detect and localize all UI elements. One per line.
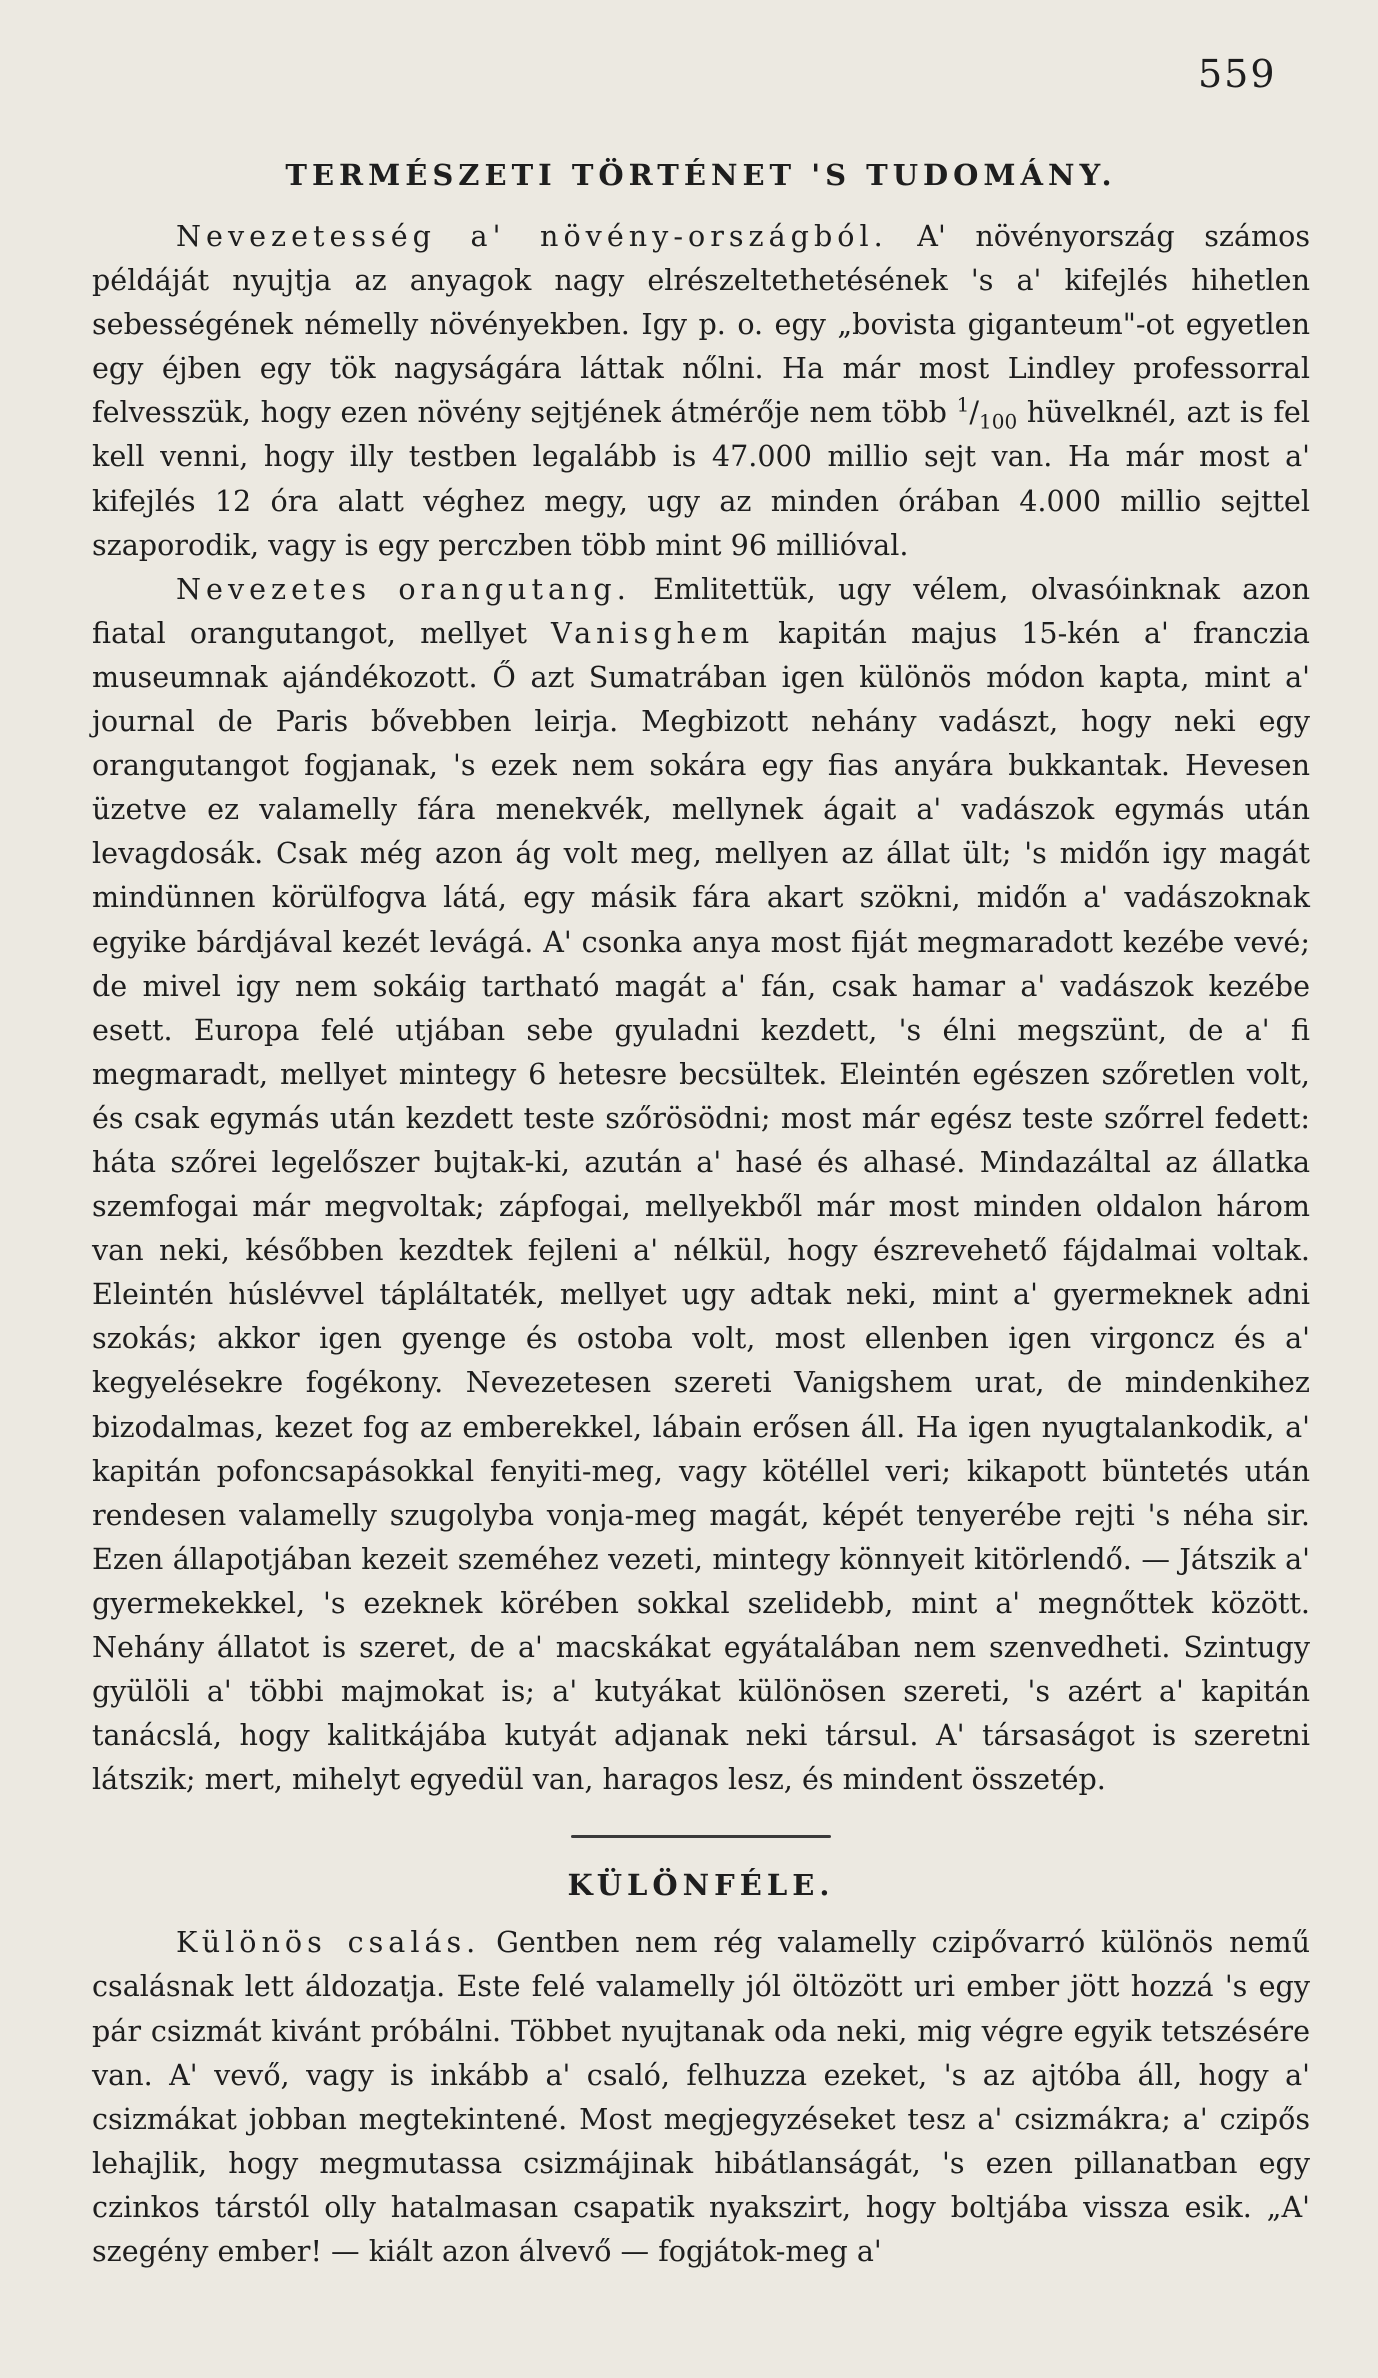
- paragraph-text: Gentben nem rég valamelly czipővarró különös nemű csalásnak lett áldozatja. Este felé valamelly jól öltözött uri ember jött hozzá 's egy pár csizmát kivánt próbálni. Többet nyujtanak oda neki, mig végre egyik tetszésére van. A' vevő, vagy is inkább a' csaló, felhuzza ezeket, 's az ajtóba áll, hogy a' csizmákat jobban megtekintené. Most megjegyzéseket tesz a' csizmákra; a' czipős lehajlik, hogy megmutassa csizmájinak hibátlanságát, 's ezen pillanatban egy czinkos társtól olly hatalmasan csapatik nyakszirt, hogy boltjába vissza esik. „A' szegény ember! — kiált azon álvevő — fogjátok-meg a': [92, 1925, 1310, 2269]
- captain-name: Vanisghem: [551, 615, 755, 650]
- paragraph-lead: Nevezetesség a' növény-országból.: [176, 219, 888, 253]
- fraction-denominator: 100: [979, 410, 1018, 435]
- page-number: 559: [1198, 52, 1277, 96]
- fraction-numerator: 1: [956, 392, 970, 417]
- paragraph-text: A' növényország számos példáját nyujtja az anyagok nagy elrészeltethetésének 's a' kifejlés hihetlen sebességének némelly növényekben. Igy p. o. egy „bovista giganteum"-ot egyetlen egy éjben egy tök nagyságára láttak nőlni. Ha már most Lindley professorral felvesszük, hogy ezen növény sejtjének átmérője nem több: [92, 219, 1310, 430]
- section-divider: [571, 1835, 831, 1838]
- paragraph-text: Emlitettük, ugy vélem, olvasóinknak azon fiatal orangutangot, mellyet: [92, 571, 1311, 650]
- paragraph-lead: Nevezetes orangutang.: [176, 571, 631, 606]
- paragraph-text: kapitán majus 15-kén a' franczia museumnak ajándékozott. Ő azt Sumatrában igen különös módon kapta, mint a' journal de Paris bővebben leirja. Megbizott nehány vadászt, hogy neki egy orangutangot fogjanak, 's ezek nem sokára egy fias anyára bukkantak. Hevesen üzetve ez valamelly fára menekvék, mellynek ágait a' vadászok egymás után levagdosák. Csak még azon ág volt meg, mellyen az állat ült; 's midőn igy magát mindünnen körülfogva látá, egy másik fára akart szökni, midőn a' vadászoknak egyike bárdjával kezét levágá. A' csonka anya most fiját megmaradott kezébe vevé; de mivel igy nem sokáig tartható magát a' fán, csak hamar a' vadászok kezébe esett. Europa felé utjában sebe gyuladni kezdett, 's élni megszünt, de a' fi megmaradt, mellyet mintegy 6 hetesre becsültek. Eleintén egészen szőretlen volt, és csak egymás után kezdett teste szőrösödni; most már egész teste szőrrel fedett: háta szőrei legelőszer bujtak-ki, azután a' hasé és alhasé. Mindazáltal az állatka szemfogai már megvoltak; zápfogai, mellyekből már most minden oldalon három van neki, későbben kezdtek fejleni a' nélkül, hogy észrevehető fájdalmai voltak. Eleintén húslévvel tápláltaték, mellyet ugy adtak neki, mint a' gyermeknek adni szokás; akkor igen gyenge és ostoba volt, most ellenben igen virgoncz és a' kegyelésekre fogékony. Nevezetesen szereti Vanigshem urat, de mindenkihez bizodalmas, kezet fog az emberekkel, lábain erősen áll. Ha igen nyugtalankodik, a' kapitán pofoncsapásokkal fenyiti-meg, vagy kötéllel veri; kikapott büntetés után rendesen valamelly szugolyba vonja-meg magát, képét tenyerébe rejti 's néha sir. Ezen állapotjában kezeit szeméhez vezeti, mintegy könnyeit kitörlendő. — Játszik a' gyermekekkel, 's ezeknek körében sokkal szelidebb, mint a' megnőttek között. Nehány állatot is szeret, de a' macskákat egyátalában nem szenvedheti. Szintugy gyülöli a' többi majmokat is; a' kutyákat különösen szereti, 's azért a' kapitán tanácslá, hogy kalitkájába kutyát adjanak neki társul. A' társaságot is szeretni látszik; mert, mihelyt egyedül van, haragos lesz, és mindent összetép.: [92, 615, 1310, 1797]
- paragraph-lead: Különös csalás.: [176, 1925, 481, 1960]
- paragraph-plant-kingdom: Nevezetesség a' növény-országból. A' növényország számos példáját nyujtja az anyagok nagy elrészeltethetésének 's a' kifejlés hihetlen sebességének némelly növényekben. Igy p. o. egy „bovista giganteum"-ot egyetlen egy éjben egy tök nagyságára láttak nőlni. Ha már most Lindley professorral felvesszük, hogy ezen növény sejtjének átmérője nem több $^1/_{100}$ hüvelknél, azt is fel kell venni, hogy illy testben legalább is 47.000 millio sejt van. Ha már most a' kifejlés 12 óra alatt véghez megy, ugy az minden órában 4.000 millio sejttel szaporodik, vagy is egy perczben több mint 96 millióval.: [92, 219, 1310, 562]
- paragraph-fraud: [92, 1920, 1310, 2273]
- paragraph-text: hüvelknél, azt is fel kell venni, hogy illy testben legalább is 47.000 millio sejt van. Ha már most a' kifejlés 12 óra alatt véghez megy, ugy az minden órában 4.000 millio sejttel szaporodik, vagy is egy perczben több mint 96 millióval.: [92, 395, 1310, 562]
- paragraph-orangutan: [92, 567, 1310, 1802]
- section-title-natural-history: TERMÉSZETI TÖRTÉNET 'S TUDOMÁNY.: [285, 158, 1117, 192]
- section-title-miscellaneous: KÜLÖNFÉLE.: [567, 1868, 835, 1903]
- page-content: [92, 140, 1310, 2273]
